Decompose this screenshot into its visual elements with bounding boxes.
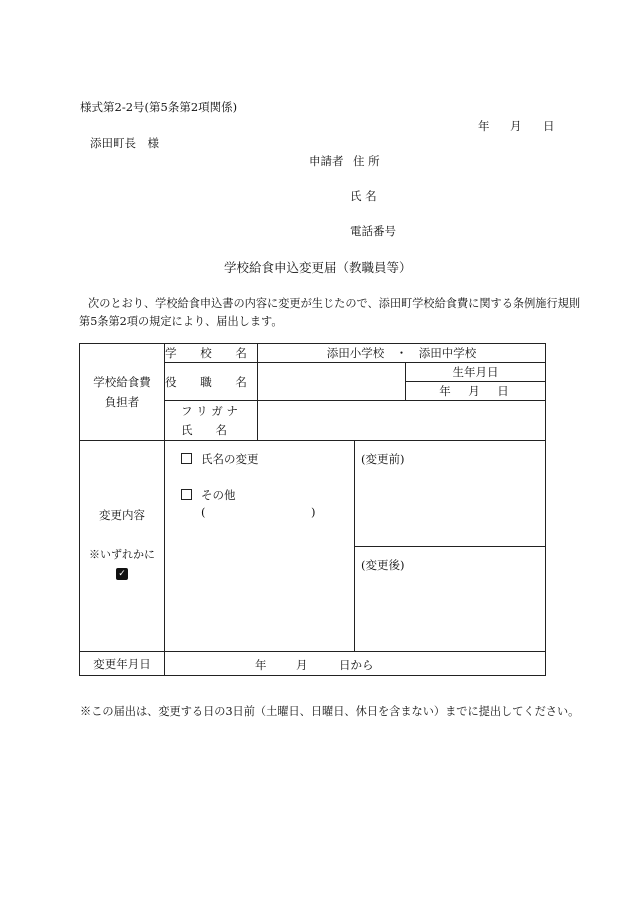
other-detail-field[interactable] — [181, 505, 354, 523]
change-note: ※いずれかに — [89, 548, 155, 561]
change-options-cell — [165, 441, 355, 652]
option-name-change[interactable] — [181, 451, 354, 467]
birth-value: 年 月 日 — [439, 384, 512, 398]
school-value-cell — [258, 344, 546, 363]
date-value-day: 日から — [339, 658, 374, 672]
after-label: (変更後) — [361, 558, 405, 572]
name-label-cell — [165, 401, 258, 441]
position-label: 役 職 名 — [165, 374, 257, 389]
paren-open: ( — [201, 505, 206, 519]
applicant-phone-label: 電話番号 — [350, 224, 396, 238]
footnote: ※この届出は、変更する日の3日前（土曜日、日曜日、休日を含まない）までに提出してください。 — [80, 705, 580, 718]
addressee: 添田町長 様 — [90, 136, 159, 150]
before-cell[interactable] — [355, 441, 546, 547]
date-value-cell[interactable] — [165, 652, 546, 676]
payer-label-2: 負担者 — [104, 395, 140, 409]
check-icon: ✓ — [116, 568, 128, 580]
school-value: 添田小学校 ・ 添田中学校 — [326, 346, 477, 360]
change-form-table — [79, 343, 546, 676]
birth-value-cell[interactable] — [406, 382, 546, 401]
intro-line-2: 第5条第2項の規定により、届出します。 — [79, 315, 283, 328]
date-value-month: 月 — [296, 658, 308, 672]
date-label-cell — [80, 652, 165, 676]
date-label: 変更年月日 — [93, 656, 151, 671]
school-label: 学 校 名 — [165, 346, 257, 360]
document-title: 学校給食申込変更届（教職員等） — [224, 260, 412, 275]
date-day: 日 — [543, 119, 555, 133]
date-value-year: 年 — [255, 658, 267, 672]
name-label: 氏 名 — [181, 422, 227, 437]
school-label-cell — [165, 344, 258, 363]
date-year: 年 — [478, 119, 490, 133]
applicant-label: 申請者 — [309, 154, 344, 168]
payer-label-1: 学校給食費 — [93, 375, 151, 389]
position-input[interactable] — [258, 363, 406, 401]
before-label: (変更前) — [361, 452, 405, 466]
option-other-label: その他 — [201, 488, 236, 502]
name-input[interactable] — [258, 401, 546, 441]
furigana-label: フ リ ガ ナ — [181, 403, 238, 418]
option-name-label: 氏名の変更 — [201, 452, 259, 466]
payer-header-cell — [80, 344, 165, 441]
change-label: 変更内容 — [99, 508, 145, 522]
applicant-address-label: 住 所 — [353, 154, 380, 168]
date-month: 月 — [510, 119, 522, 133]
checkbox-other[interactable] — [181, 489, 192, 500]
change-header-cell — [80, 441, 165, 652]
birth-label-cell — [406, 363, 546, 382]
paren-close: ) — [311, 505, 316, 519]
checkbox-name-change[interactable] — [181, 453, 192, 464]
applicant-name-label: 氏 名 — [350, 189, 377, 203]
option-other[interactable] — [181, 487, 354, 503]
intro-line-1: 次のとおり、学校給食申込書の内容に変更が生じたので、添田町学校給食費に関する条例施行規則 — [88, 297, 581, 310]
form-number: 様式第2-2号(第5条第2項関係) — [80, 100, 238, 114]
birth-label: 生年月日 — [452, 365, 499, 379]
position-label-cell — [165, 363, 258, 401]
after-cell[interactable] — [355, 547, 546, 652]
